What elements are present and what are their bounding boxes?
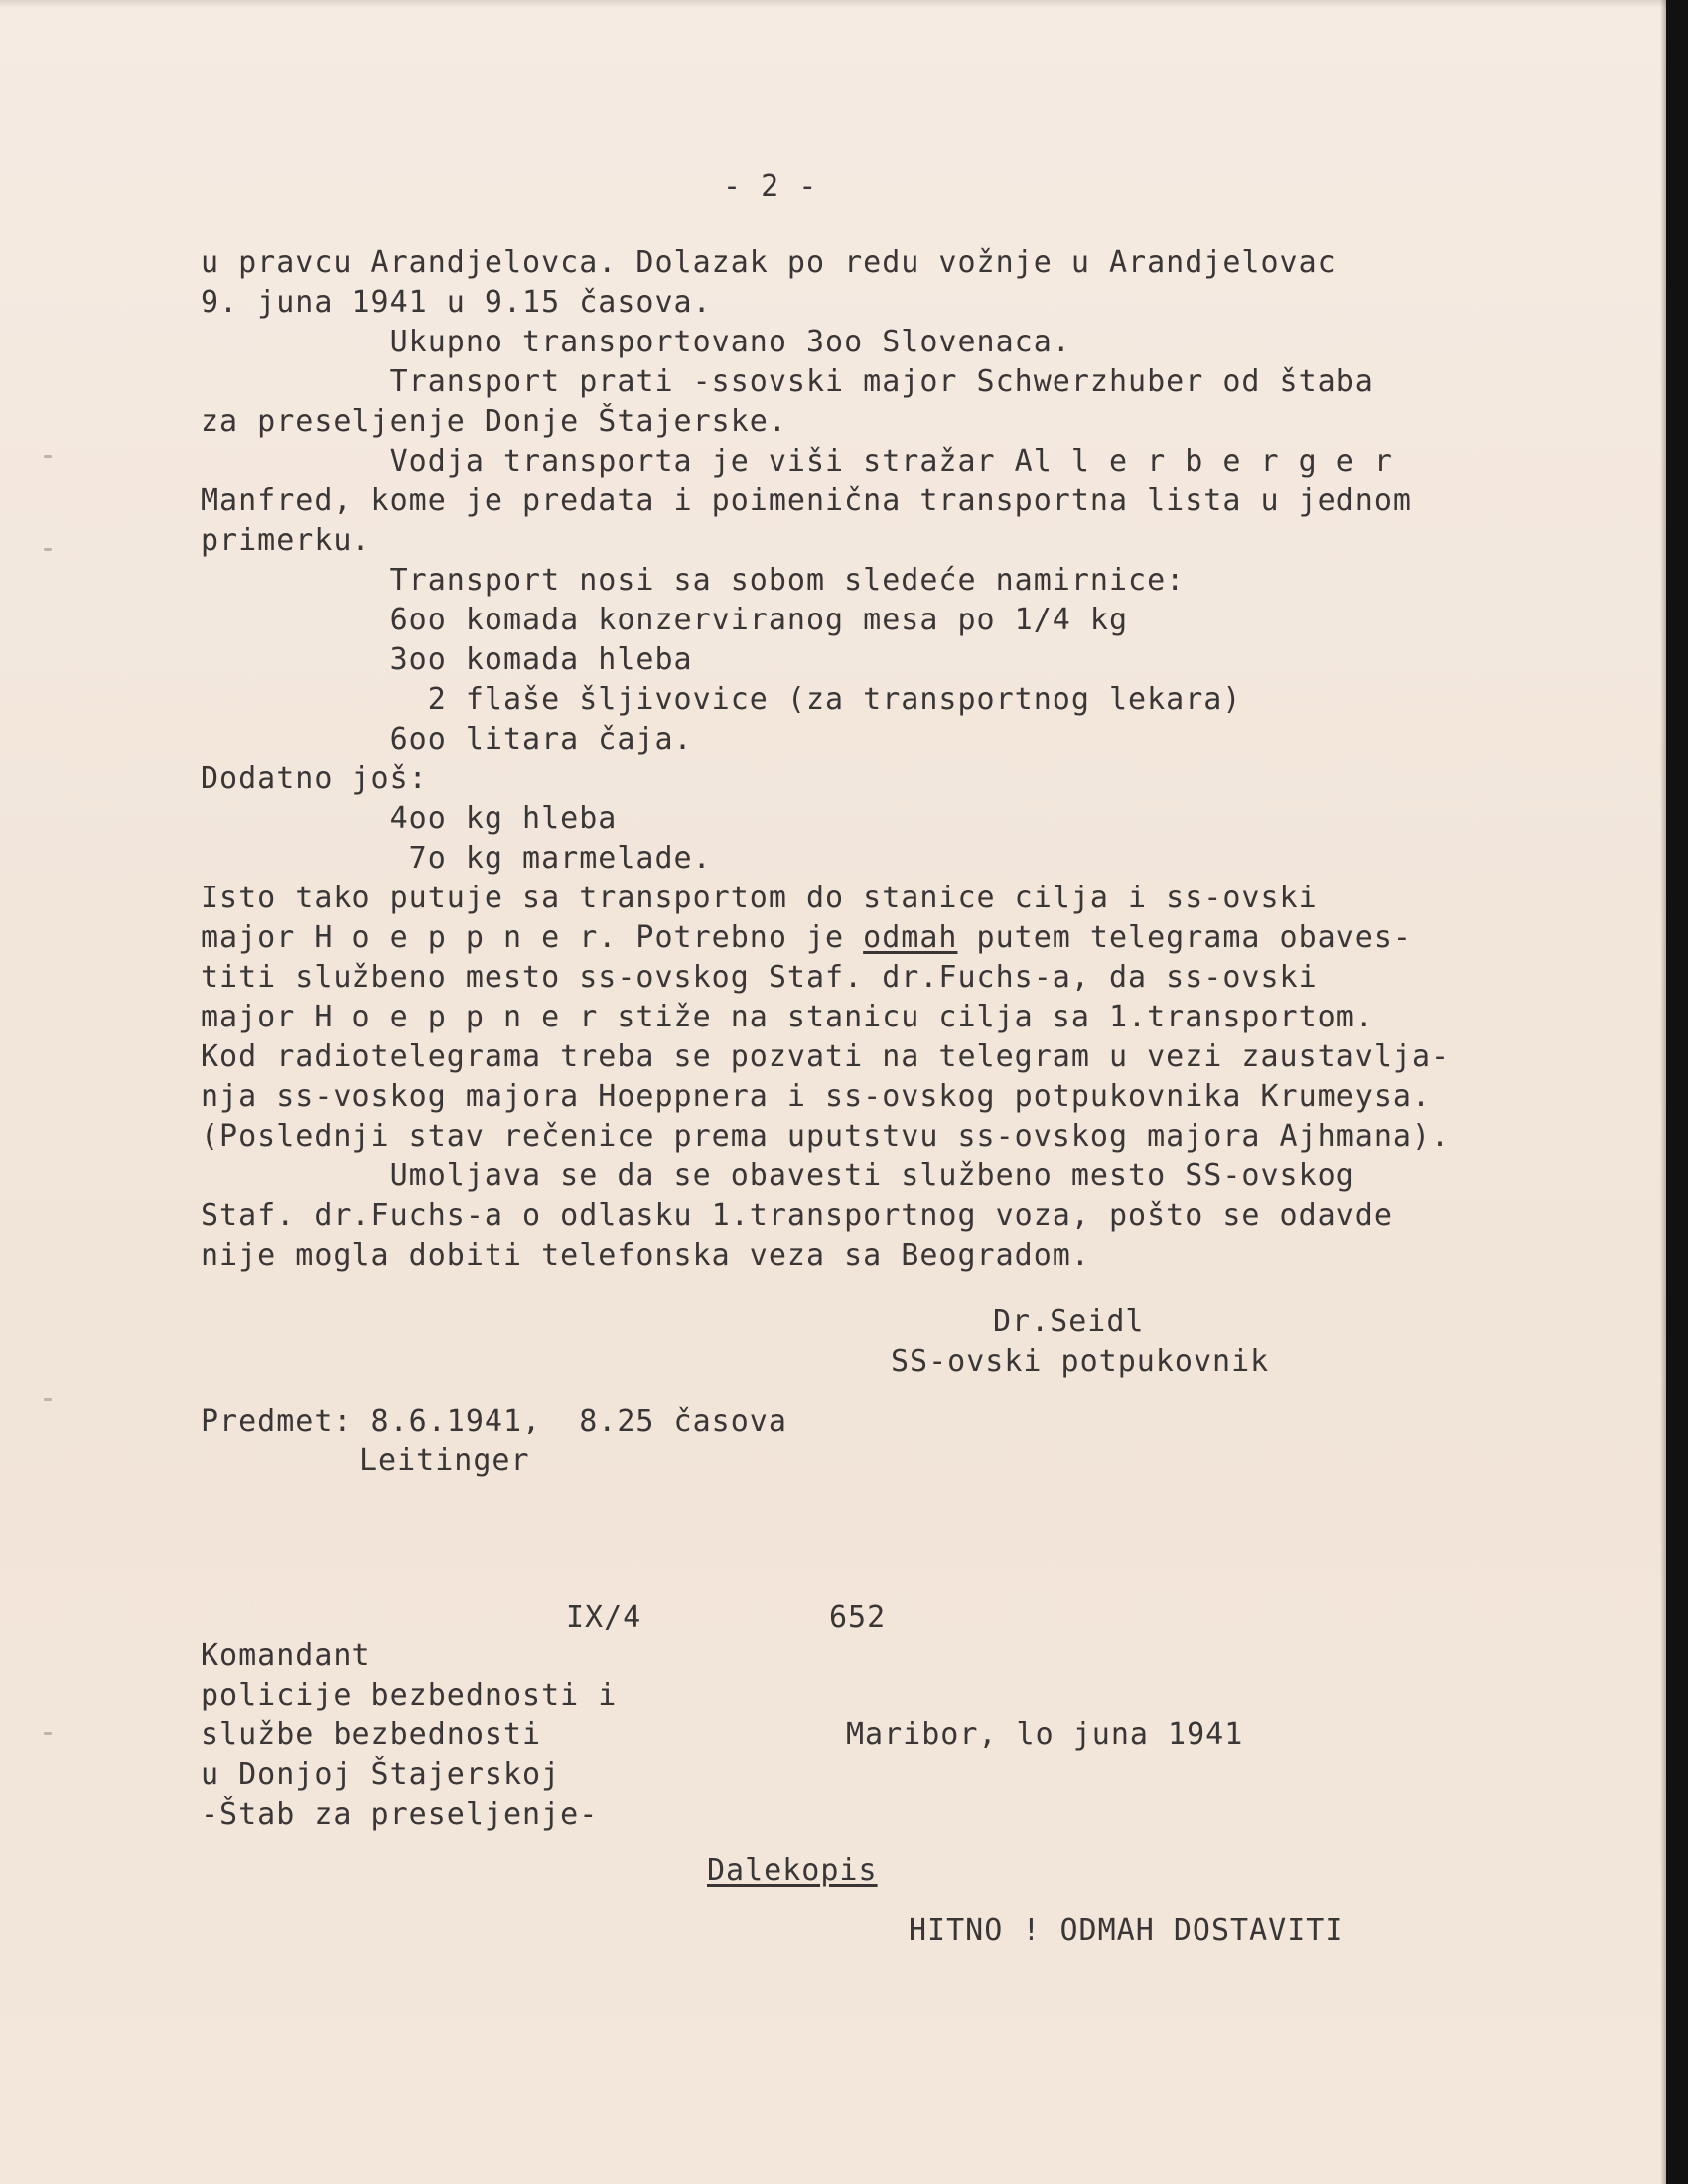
body-line: Umoljava se da se obavesti službeno mesto SS-ovskog bbox=[201, 1159, 1355, 1193]
body-line: 9. juna 1941 u 9.15 časova. bbox=[201, 285, 712, 320]
signature-rank: SS-ovski potpukovnik bbox=[891, 1344, 1270, 1379]
body-line: Ukupno transportovano 3oo Slovenaca. bbox=[201, 325, 1071, 359]
urgent-notice: HITNO ! ODMAH DOSTAVITI bbox=[909, 1913, 1344, 1948]
body-line: Kod radiotelegrama treba se pozvati na telegram u vezi zaustavlja- bbox=[201, 1039, 1451, 1074]
scan-border bbox=[1666, 0, 1688, 2184]
body-line: Transport nosi sa sobom sledeće namirnice: bbox=[201, 563, 1186, 598]
sender-line: policije bezbednosti i bbox=[201, 1678, 618, 1712]
underlined-word: odmah bbox=[863, 920, 958, 955]
punch-mark bbox=[44, 1398, 52, 1401]
place-date: Maribor, lo juna 1941 bbox=[846, 1717, 1244, 1752]
subject-line: Predmet: 8.6.1941, 8.25 časova bbox=[201, 1404, 787, 1438]
body-line: primerku. bbox=[201, 523, 371, 558]
signature-name: Dr.Seidl bbox=[993, 1304, 1145, 1339]
body-line: Staf. dr.Fuchs-a o odlasku 1.transportnog voza, pošto se odavde bbox=[201, 1198, 1393, 1233]
body-line: (Poslednji stav rečenice prema uputstvu ss-ovskog majora Ajhmana). bbox=[201, 1119, 1451, 1154]
punch-mark bbox=[44, 1732, 52, 1735]
body-line: Transport prati -ssovski major Schwerzhuber od štaba bbox=[201, 364, 1374, 399]
punch-mark bbox=[44, 548, 52, 551]
sender-line: Komandant bbox=[201, 1638, 371, 1673]
page-top-shadow bbox=[0, 0, 1666, 8]
body-line bbox=[201, 918, 1412, 958]
line-text: major H o e p p n e r. Potrebno je bbox=[201, 920, 864, 955]
line-text: putem telegrama obaves- bbox=[957, 920, 1412, 955]
body-line: 4oo kg hleba bbox=[201, 801, 618, 836]
body-line: titi službeno mesto ss-ovskog Staf. dr.Fuchs-a, da ss-ovski bbox=[201, 960, 1318, 995]
body-line: 7o kg marmelade. bbox=[201, 841, 712, 876]
body-line: major H o e p p n e r stiže na stanicu cilja sa 1.transportom. bbox=[201, 1000, 1374, 1034]
body-line: 2 flaše šljivovice (za transportnog lekara) bbox=[201, 682, 1242, 717]
body-line: Vodja transporta je viši stražar Al l e r b e r g e r bbox=[201, 444, 1393, 478]
body-line: za preseljenje Donje Štajerske. bbox=[201, 404, 787, 439]
body-line: u pravcu Arandjelovca. Dolazak po redu vožnje u Arandjelovac bbox=[201, 245, 1336, 280]
body-line: 6oo litara čaja. bbox=[201, 722, 693, 756]
sender-line: službe bezbednosti bbox=[201, 1717, 542, 1752]
sender-line: -Štab za preseljenje- bbox=[201, 1797, 599, 1832]
document-type: Dalekopis bbox=[707, 1853, 878, 1888]
subject-name: Leitinger bbox=[359, 1443, 530, 1478]
body-line: nja ss-voskog majora Hoeppnera i ss-ovskog potpukovnika Krumeysa. bbox=[201, 1079, 1431, 1114]
body-line: 3oo komada hleba bbox=[201, 642, 693, 677]
page-number: - 2 - bbox=[723, 169, 818, 204]
sender-line: u Donjoj Štajerskoj bbox=[201, 1757, 561, 1792]
body-line: Dodatno još: bbox=[201, 761, 428, 796]
body-line: nije mogla dobiti telefonska veza sa Beogradom. bbox=[201, 1238, 1090, 1273]
body-line: 6oo komada konzerviranog mesa po 1/4 kg bbox=[201, 603, 1129, 637]
body-line: Manfred, kome je predata i poimenična transportna lista u jednom bbox=[201, 483, 1412, 518]
reference-number: 652 bbox=[829, 1600, 887, 1635]
body-line: Isto tako putuje sa transportom do stanice cilja i ss-ovski bbox=[201, 881, 1318, 915]
reference-code: IX/4 bbox=[566, 1600, 642, 1635]
punch-mark bbox=[44, 455, 52, 458]
